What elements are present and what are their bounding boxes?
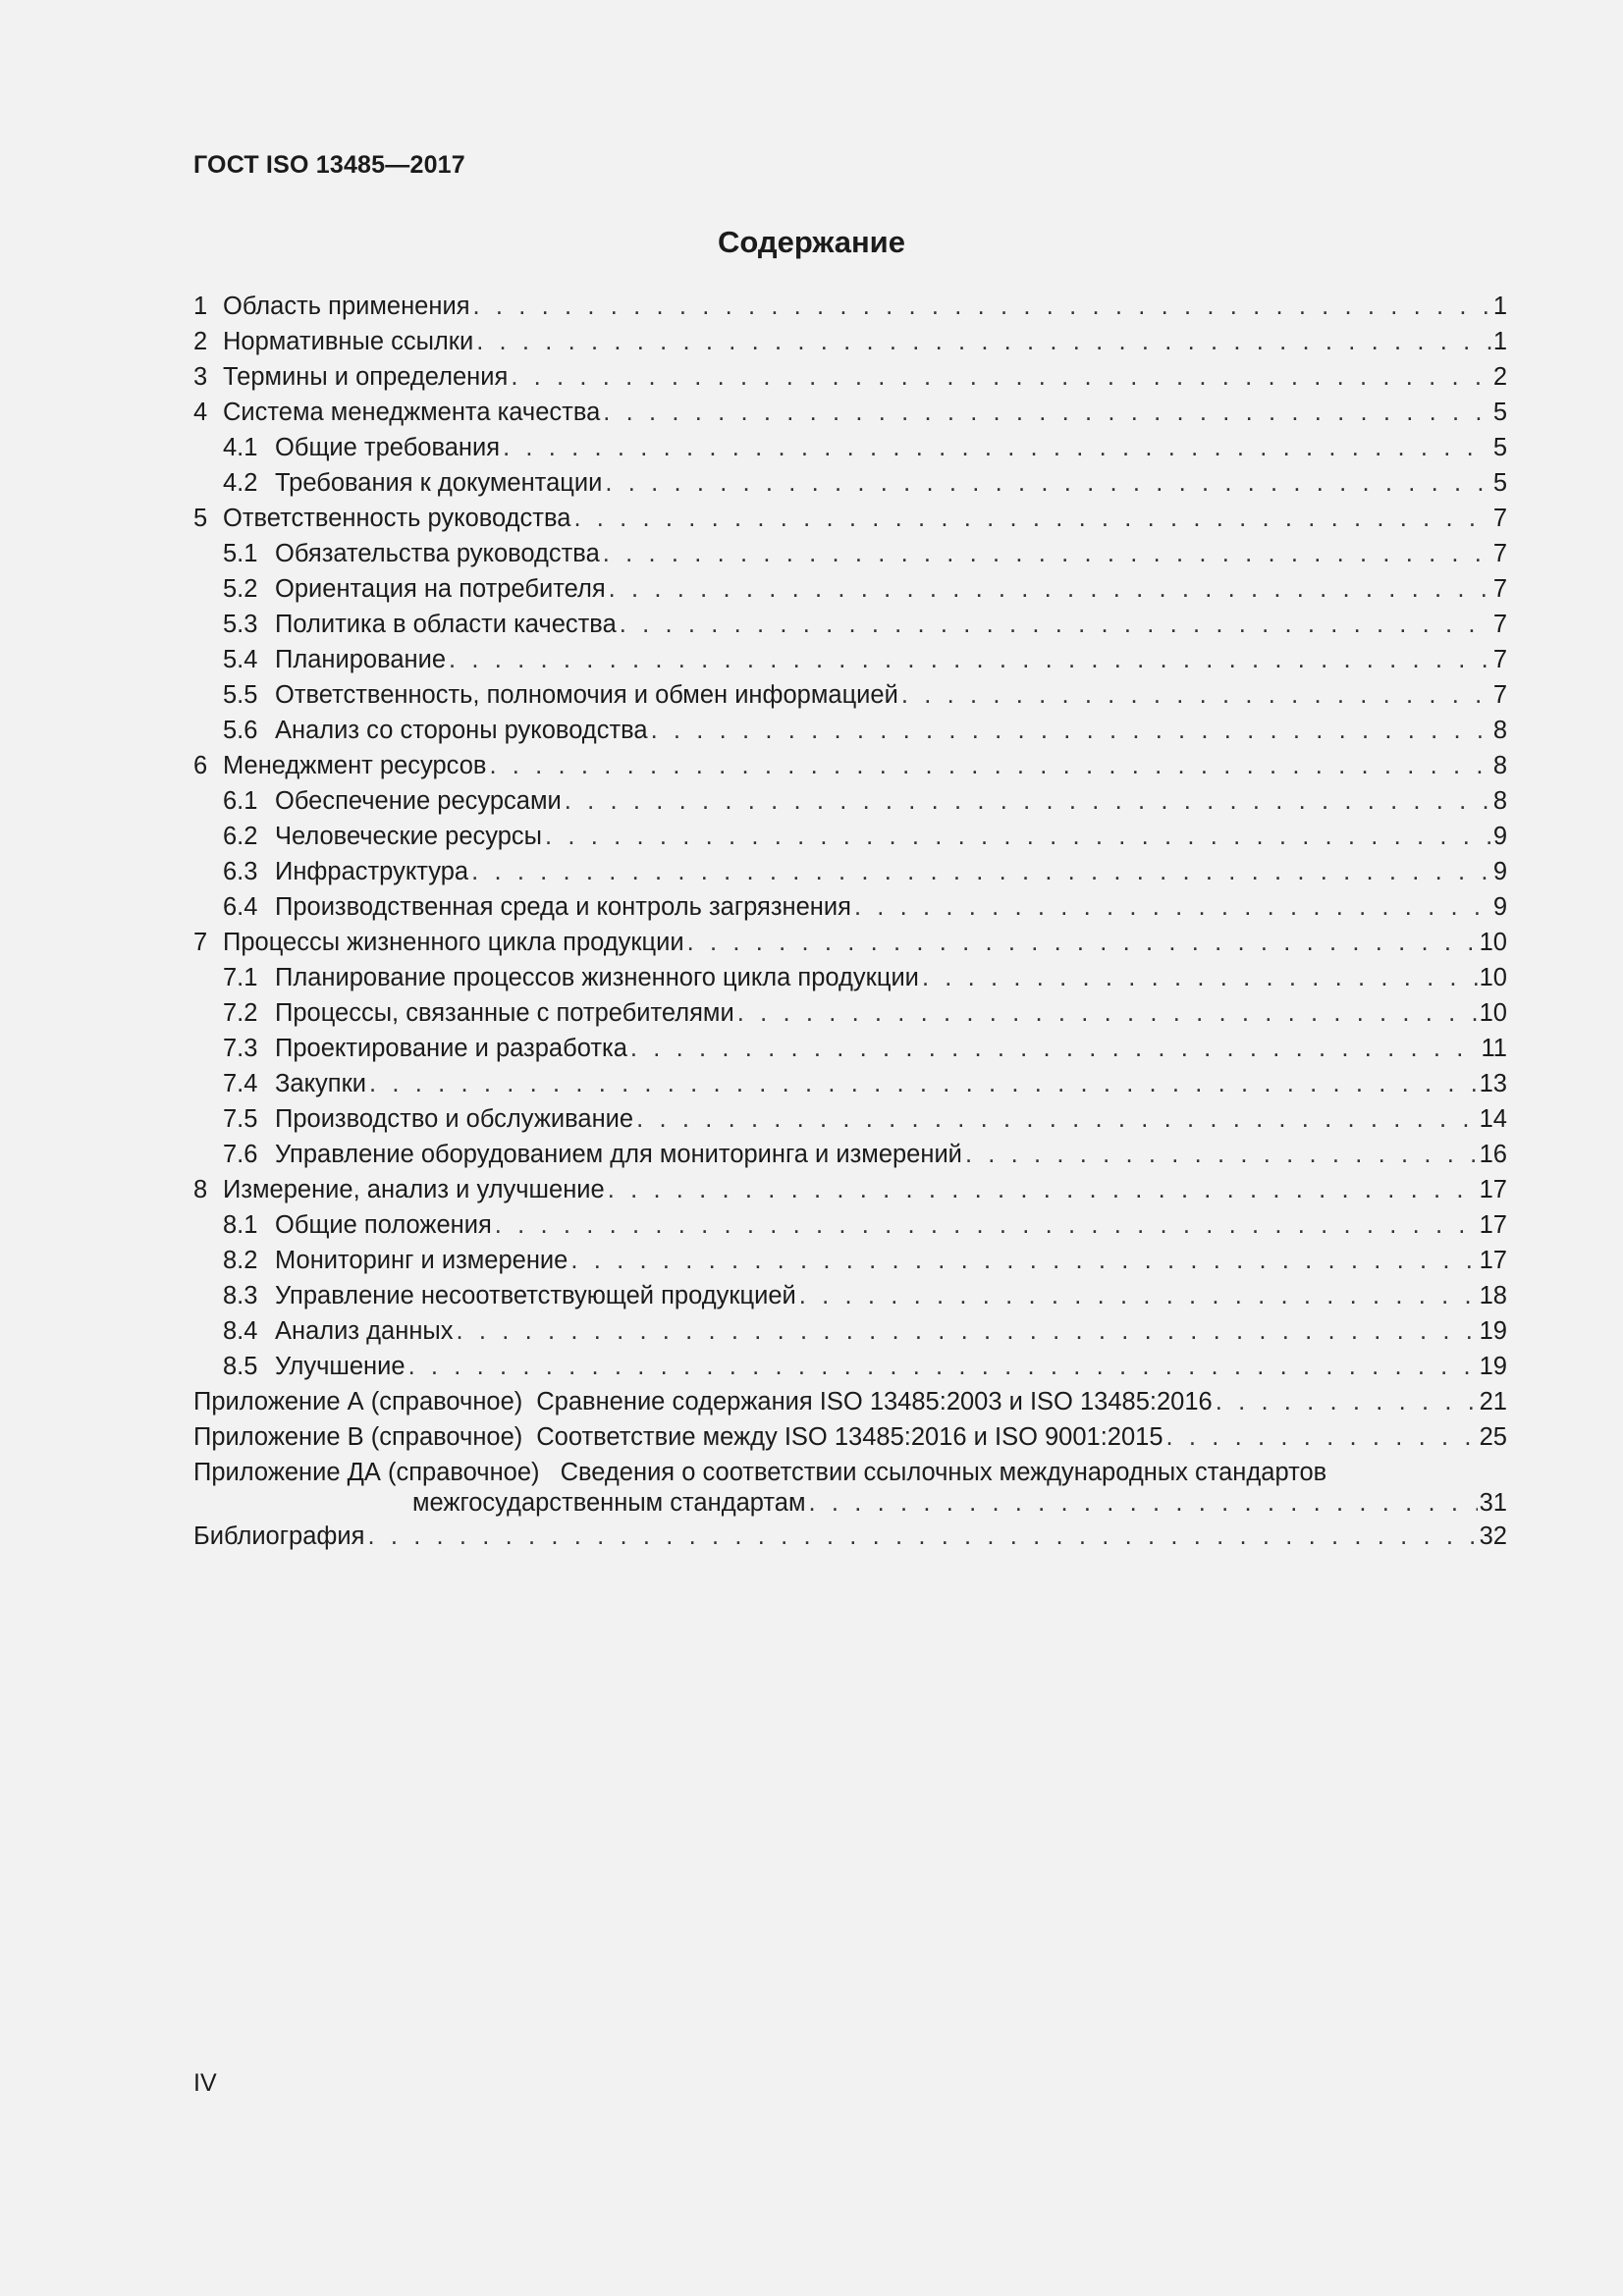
toc-entry-page: 1: [1492, 293, 1507, 320]
dot-leader: [1216, 1384, 1478, 1419]
dot-leader: [922, 960, 1478, 995]
toc-entry-number: 6: [193, 752, 208, 779]
appendix-page: 31: [1479, 1489, 1507, 1517]
toc-entry[interactable]: [193, 925, 1507, 960]
toc-entry[interactable]: [193, 748, 1507, 783]
toc-entry-number: 6.4: [223, 893, 258, 921]
toc-entry-number: 5.6: [223, 717, 258, 744]
toc-entry-title: Нормативные ссылки: [223, 328, 474, 355]
dot-leader: [495, 1207, 1478, 1243]
dot-leader: [456, 1313, 1477, 1349]
toc-entry-page: 16: [1479, 1141, 1507, 1168]
dot-leader: [503, 430, 1491, 465]
dot-leader: [369, 1066, 1478, 1101]
toc-entry-number: 7.6: [223, 1141, 258, 1168]
toc-entry-page: 5: [1492, 399, 1507, 426]
toc-entry-title: Процессы, связанные с потребителями: [275, 999, 734, 1027]
toc-entry-title: Менеджмент ресурсов: [223, 752, 487, 779]
toc-entry-number: 8: [193, 1176, 208, 1203]
toc-entry-number: 7.5: [223, 1105, 258, 1133]
toc-entry-title: Инфраструктура: [275, 858, 469, 885]
toc-entry-page: 7: [1492, 575, 1507, 603]
toc-entry-title: Термины и определения: [223, 363, 509, 391]
toc-entry-number: 8.3: [223, 1282, 258, 1309]
appendix-title-line2: межгосударственным стандартам: [412, 1489, 806, 1517]
toc-entry-title: Обязательства руководства: [275, 540, 600, 567]
appendix-page: 21: [1479, 1388, 1507, 1415]
toc-entry[interactable]: [193, 642, 1507, 677]
toc-entry-number: 6.2: [223, 823, 258, 850]
toc-entry-page: 17: [1479, 1247, 1507, 1274]
toc-entry-page: 7: [1492, 646, 1507, 673]
toc-entry-title: Производство и обслуживание: [275, 1105, 634, 1133]
toc-entry[interactable]: [193, 995, 1507, 1031]
toc-entry-title: Ответственность руководства: [223, 505, 571, 532]
toc-appendix-da[interactable]: [193, 1458, 1507, 1519]
dot-leader: [471, 854, 1491, 889]
toc-entry[interactable]: [193, 854, 1507, 889]
toc-entry-page: 9: [1492, 893, 1507, 921]
toc-entry[interactable]: [193, 1349, 1507, 1384]
dot-leader: [605, 465, 1490, 501]
toc-entry-number: 3: [193, 363, 208, 391]
toc-entry-page: 8: [1492, 717, 1507, 744]
toc-entry[interactable]: [193, 783, 1507, 819]
toc-entry-title: Общие требования: [275, 434, 501, 461]
toc-entry-number: 7: [193, 929, 208, 956]
dot-leader: [901, 677, 1491, 713]
dot-leader: [511, 359, 1491, 395]
toc-entry-title: Ориентация на потребителя: [275, 575, 606, 603]
document-header: ГОСТ ISO 13485—2017: [193, 151, 465, 179]
toc-entry-number: 8.2: [223, 1247, 258, 1274]
appendix-label: Приложение В (справочное): [193, 1423, 523, 1451]
toc-entry-number: 4.1: [223, 434, 258, 461]
toc-entry-title: Улучшение: [275, 1353, 406, 1380]
toc-entry-page: 2: [1492, 363, 1507, 391]
appendix-first-line: [193, 1458, 1507, 1488]
dot-leader: [476, 324, 1491, 359]
toc-bibliography[interactable]: [193, 1519, 1507, 1554]
toc-entry-page: 9: [1492, 823, 1507, 850]
toc-entry-page: 11: [1481, 1035, 1507, 1062]
toc-entry-number: 5: [193, 505, 208, 532]
toc-entry-page: 5: [1492, 469, 1507, 497]
toc-entry-number: 1: [193, 293, 208, 320]
toc-entry-number: 5.4: [223, 646, 258, 673]
toc-entry-page: 19: [1479, 1317, 1507, 1345]
dot-leader: [603, 536, 1491, 571]
toc-entry-number: 8.4: [223, 1317, 258, 1345]
toc-entry[interactable]: [193, 607, 1507, 642]
toc-entry-page: 1: [1492, 328, 1507, 355]
toc-entry-page: 10: [1479, 999, 1507, 1027]
toc-entry-title: Производственная среда и контроль загрязнения: [275, 893, 851, 921]
toc-entry-title: Проектирование и разработка: [275, 1035, 627, 1062]
toc-entry[interactable]: [193, 1207, 1507, 1243]
toc-entry[interactable]: [193, 960, 1507, 995]
toc-entry-page: 8: [1492, 752, 1507, 779]
toc-entry-number: 5.3: [223, 611, 258, 638]
toc-entry-page: 8: [1492, 787, 1507, 815]
toc-entry[interactable]: [193, 501, 1507, 536]
dot-leader: [630, 1031, 1480, 1066]
toc-entry-number: 4.2: [223, 469, 258, 497]
toc-entry-number: 6.1: [223, 787, 258, 815]
toc-entry-number: 8.5: [223, 1353, 258, 1380]
toc-appendix-a[interactable]: [193, 1384, 1507, 1419]
toc-entry[interactable]: [193, 1172, 1507, 1207]
toc-entry-number: 5.2: [223, 575, 258, 603]
appendix-label: Приложение А (справочное): [193, 1388, 523, 1415]
dot-leader: [408, 1349, 1478, 1384]
toc-entry-page: 17: [1479, 1211, 1507, 1239]
toc-entry-number: 5.1: [223, 540, 258, 567]
dot-leader: [687, 925, 1478, 960]
toc-title: Содержание: [718, 225, 905, 259]
toc-entry[interactable]: [193, 536, 1507, 571]
toc-entry-title: Управление оборудованием для мониторинга и измерений: [275, 1141, 962, 1168]
toc-entry-title: Измерение, анализ и улучшение: [223, 1176, 605, 1203]
dot-leader: [608, 1172, 1478, 1207]
dot-leader: [489, 748, 1490, 783]
toc-entry-number: 5.5: [223, 681, 258, 709]
toc-entry[interactable]: [193, 1066, 1507, 1101]
toc-entry[interactable]: [193, 1243, 1507, 1278]
appendix-title: Соответствие между ISO 13485:2016 и ISO 9001:2015: [536, 1423, 1163, 1451]
toc-entry-page: 19: [1479, 1353, 1507, 1380]
toc-entry-page: 10: [1479, 929, 1507, 956]
toc-entry-title: Система менеджмента качества: [223, 399, 601, 426]
toc-entry-page: 13: [1479, 1070, 1507, 1097]
toc-entry-page: 7: [1492, 681, 1507, 709]
appendix-title-line1: Сведения о соответствии ссылочных международных стандартов: [560, 1459, 1327, 1486]
toc-entry-page: 5: [1492, 434, 1507, 461]
dot-leader: [609, 571, 1491, 607]
dot-leader: [603, 395, 1491, 430]
toc-entry-page: 9: [1492, 858, 1507, 885]
toc-entry[interactable]: [193, 1313, 1507, 1349]
dot-leader: [620, 607, 1491, 642]
toc-entry-title: Обеспечение ресурсами: [275, 787, 562, 815]
toc-entry-page: 7: [1492, 505, 1507, 532]
toc-entry-number: 6.3: [223, 858, 258, 885]
toc-entry-title: Человеческие ресурсы: [275, 823, 542, 850]
toc-entry[interactable]: [193, 430, 1507, 465]
toc-entry-title: Анализ данных: [275, 1317, 454, 1345]
toc-entry-number: 2: [193, 328, 208, 355]
toc-entry[interactable]: [193, 1137, 1507, 1172]
dot-leader: [737, 995, 1478, 1031]
toc-entry-page: 14: [1479, 1105, 1507, 1133]
toc-entry-title: Анализ со стороны руководства: [275, 717, 648, 744]
toc-entry-title: Планирование: [275, 646, 447, 673]
toc-entry[interactable]: [193, 889, 1507, 925]
toc-entry-title: Политика в области качества: [275, 611, 617, 638]
dot-leader: [367, 1519, 1477, 1554]
toc-entry-title: Область применения: [223, 293, 470, 320]
toc-entry[interactable]: [193, 571, 1507, 607]
toc-entry-title: Требования к документации: [275, 469, 603, 497]
toc-entry[interactable]: [193, 1278, 1507, 1313]
toc-entry[interactable]: [193, 324, 1507, 359]
dot-leader: [808, 1488, 1477, 1519]
appendix-page: 25: [1479, 1423, 1507, 1451]
appendix-title: Сравнение содержания ISO 13485:2003 и ISO 13485:2016: [536, 1388, 1213, 1415]
toc-entry-number: 4: [193, 399, 208, 426]
page-number: IV: [193, 2069, 217, 2097]
dot-leader: [1166, 1419, 1478, 1455]
toc-entry[interactable]: [193, 465, 1507, 501]
appendix-label: Приложение ДА (справочное): [193, 1459, 540, 1486]
toc-entry-title: Управление несоответствующей продукцией: [275, 1282, 796, 1309]
bibliography-title: Библиография: [193, 1522, 365, 1550]
toc-entry-title: Закупки: [275, 1070, 366, 1097]
toc-entry-number: 8.1: [223, 1211, 258, 1239]
toc-entry-number: 7.4: [223, 1070, 258, 1097]
dot-leader: [965, 1137, 1478, 1172]
toc-entry[interactable]: [193, 819, 1507, 854]
toc-appendix-b[interactable]: [193, 1419, 1507, 1455]
dot-leader: [799, 1278, 1478, 1313]
bibliography-page: 32: [1479, 1522, 1507, 1550]
toc-entry-title: Процессы жизненного цикла продукции: [223, 929, 684, 956]
toc-entry-title: Планирование процессов жизненного цикла продукции: [275, 964, 919, 991]
toc-entry-number: 7.3: [223, 1035, 258, 1062]
toc-entry[interactable]: [193, 289, 1507, 324]
dot-leader: [854, 889, 1491, 925]
dot-leader: [636, 1101, 1478, 1137]
toc-entry[interactable]: [193, 359, 1507, 395]
toc-entry-title: Мониторинг и измерение: [275, 1247, 568, 1274]
toc-entry-number: 7.1: [223, 964, 258, 991]
toc-entry[interactable]: [193, 1101, 1507, 1137]
toc-entry[interactable]: [193, 395, 1507, 430]
toc-entry-page: 18: [1479, 1282, 1507, 1309]
dot-leader: [449, 642, 1491, 677]
toc-entry-page: 7: [1492, 611, 1507, 638]
dot-leader: [545, 819, 1491, 854]
toc-entry-title: Общие положения: [275, 1211, 492, 1239]
toc-entry-number: 7.2: [223, 999, 258, 1027]
table-of-contents: [193, 289, 1507, 1554]
dot-leader: [573, 501, 1490, 536]
appendix-second-line: [193, 1488, 1507, 1519]
toc-entry-title: Ответственность, полномочия и обмен информацией: [275, 681, 898, 709]
toc-entry[interactable]: [193, 1031, 1507, 1066]
toc-entry-page: 7: [1492, 540, 1507, 567]
toc-entry[interactable]: [193, 677, 1507, 713]
toc-entry[interactable]: [193, 713, 1507, 748]
dot-leader: [570, 1243, 1477, 1278]
dot-leader: [651, 713, 1491, 748]
dot-leader: [565, 783, 1491, 819]
dot-leader: [473, 289, 1491, 324]
toc-entry-page: 10: [1479, 964, 1507, 991]
toc-entry-page: 17: [1479, 1176, 1507, 1203]
